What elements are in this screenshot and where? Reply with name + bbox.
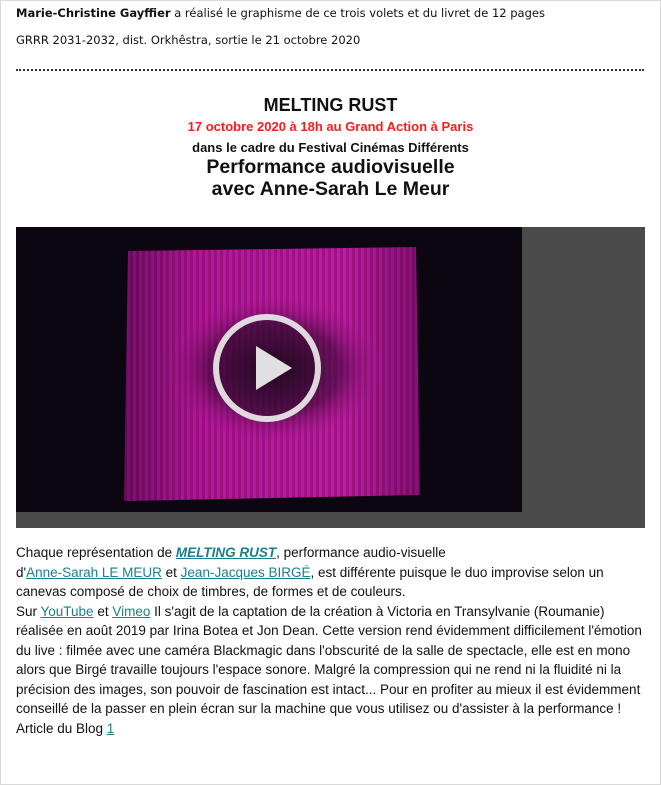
- blog-article-link[interactable]: 1: [106, 720, 115, 736]
- credits-line-1: [16, 6, 545, 21]
- text: d': [16, 564, 27, 580]
- text: , est différente puisque le duo improvise selon un canevas composé de choix de timbres, de formes et de couleurs.: [16, 564, 604, 599]
- text: Article du Blog: [16, 720, 107, 736]
- paragraph-blog: [16, 719, 652, 739]
- performance-title-line-2: avec Anne-Sarah Le Meur: [211, 178, 450, 200]
- performance-title-line-1: Performance audiovisuelle: [206, 156, 455, 178]
- paragraph-intro: [16, 543, 652, 602]
- credits: [16, 6, 545, 60]
- credits-name: Marie-Christine Gayffier: [16, 6, 171, 20]
- credits-line-1-rest: a réalisé le graphisme de ce trois volets et du livret de 12 pages: [170, 6, 545, 20]
- text: , performance audio-visuelle: [276, 545, 446, 560]
- video-player[interactable]: [16, 227, 522, 512]
- play-icon: [256, 346, 292, 390]
- jean-jacques-link[interactable]: Jean-Jacques BIRGÉ: [180, 564, 311, 580]
- anne-sarah-link[interactable]: Anne-Sarah LE MEUR: [26, 564, 162, 580]
- text: Il s'agit de la captation de la création à Victoria en Transylvanie (Roumanie) réalisée en août 2019 par Irina Botea et Jon Dean. Cette version rend évidemment difficilement l'émotion du live : filmée avec une caméra Blackmagic dans l'obscurité de la salle de spectacle, elle est en mono alors que Birgé travaille toujours l'espace sonore. Malgré la compression qui ne rend ni la fluidité ni la précision des images, son pouvoir de fascination est intact... Pour en profiter au mieux il est évidemment conseillé de la passer en plein écran sur la machine que vous utilisez ou d'assister à la performance !: [16, 603, 642, 716]
- event-header: [0, 94, 661, 200]
- event-context: dans le cadre du Festival Cinémas Différents: [192, 140, 469, 155]
- article-body: [16, 543, 652, 738]
- youtube-link[interactable]: YouTube: [40, 603, 94, 619]
- credits-line-2: GRRR 2031-2032, dist. Orkhêstra, sortie le 21 octobre 2020: [16, 33, 361, 47]
- text: Sur: [16, 603, 41, 619]
- dotted-divider: [16, 69, 644, 71]
- event-title: MELTING RUST: [263, 95, 398, 115]
- text: et: [161, 564, 181, 580]
- event-date: 17 octobre 2020 à 18h au Grand Action à Paris: [187, 119, 474, 134]
- text: Chaque représentation de: [16, 545, 176, 560]
- paragraph-videos: [16, 602, 652, 719]
- video-embed[interactable]: [16, 227, 645, 528]
- play-button[interactable]: [213, 314, 321, 422]
- vimeo-link[interactable]: Vimeo: [112, 603, 151, 619]
- melting-rust-link[interactable]: MELTING RUST: [175, 545, 277, 560]
- text: et: [93, 603, 113, 619]
